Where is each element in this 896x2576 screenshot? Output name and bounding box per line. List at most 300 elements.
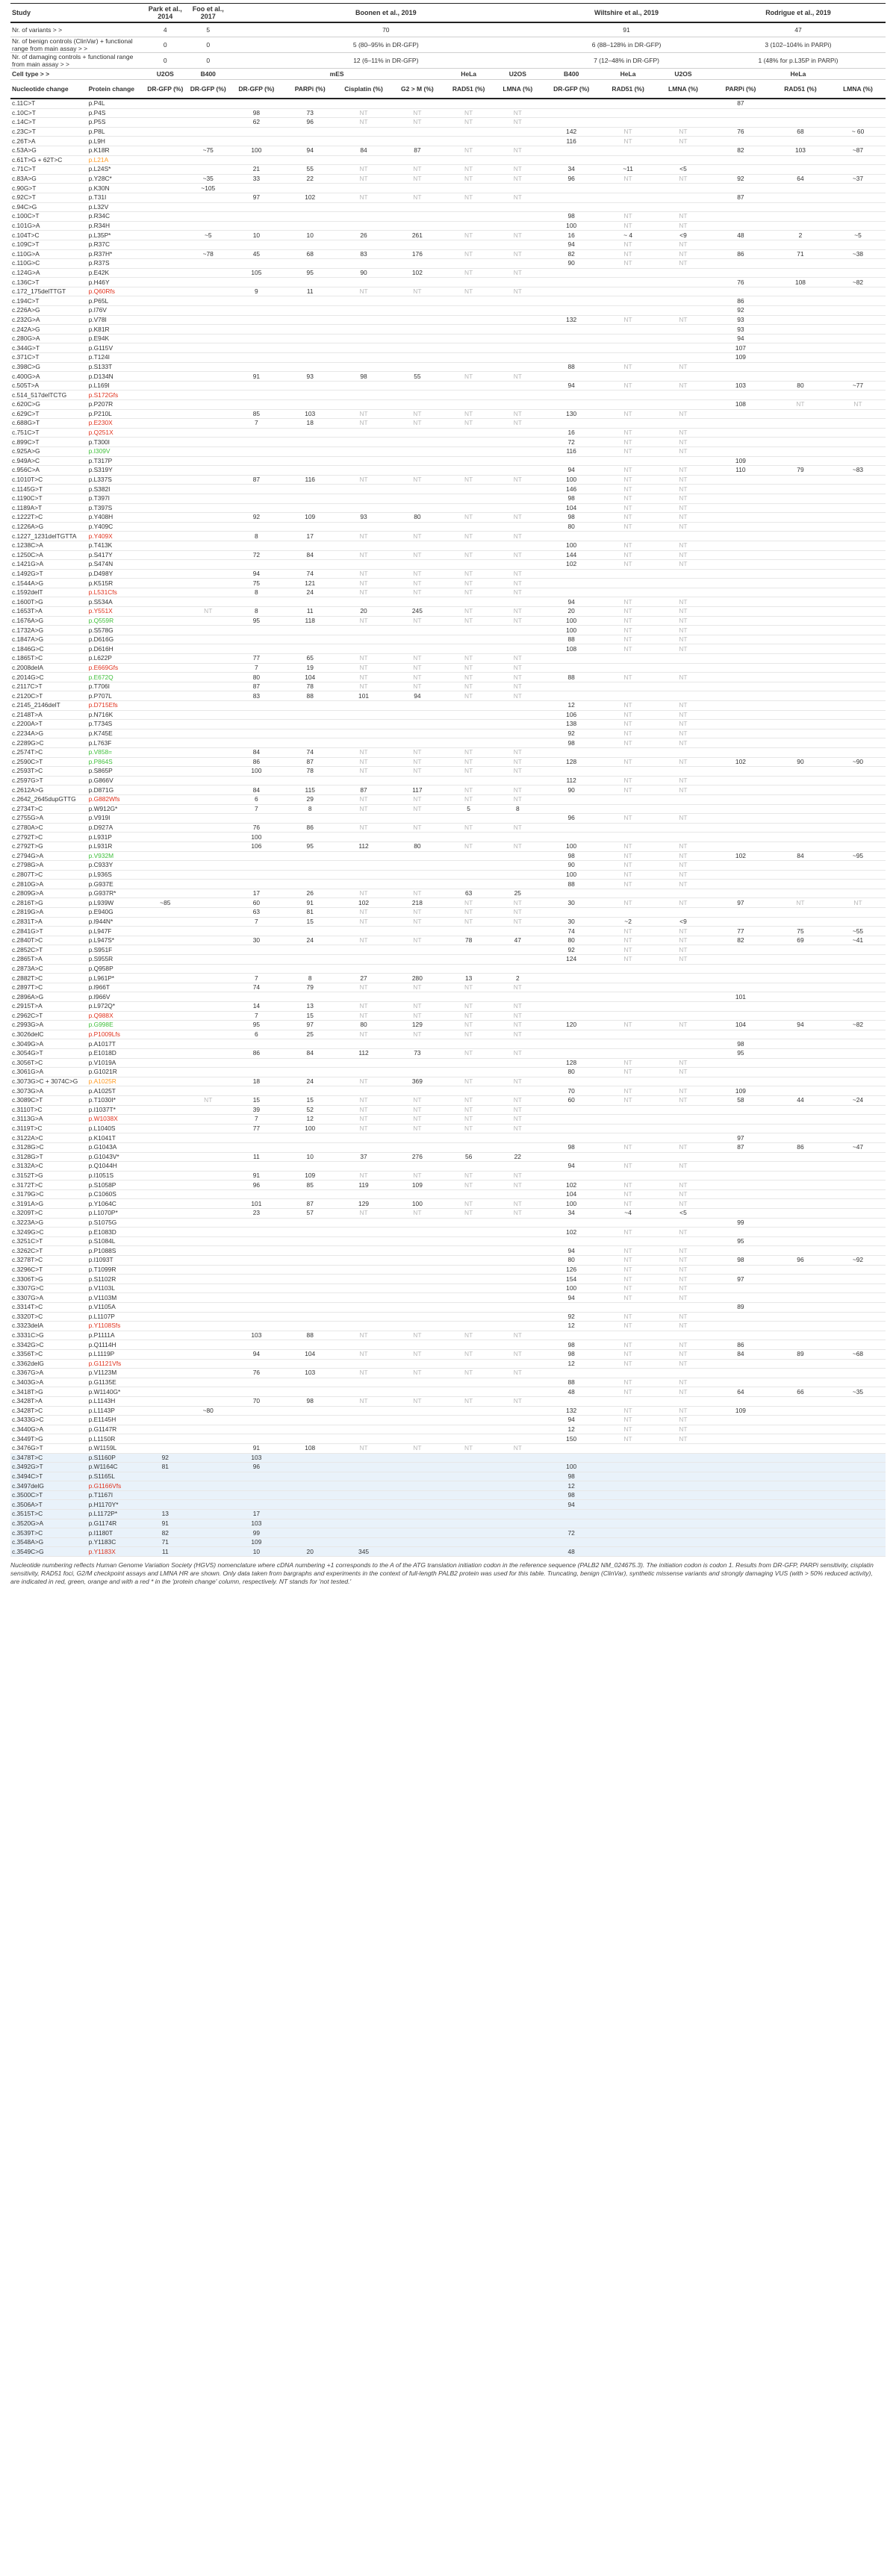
assay-value-cell	[493, 494, 542, 503]
assay-value-cell	[187, 1481, 229, 1491]
assay-column-header: LMNA (%)	[830, 80, 886, 99]
assay-value-cell	[391, 710, 444, 720]
assay-value-cell	[493, 1265, 542, 1275]
assay-value-cell: 98	[542, 1472, 600, 1481]
assay-value-cell	[711, 701, 771, 711]
assay-value-cell: 95	[711, 1236, 771, 1246]
assay-value-cell	[600, 1547, 656, 1557]
assay-value-cell	[337, 1340, 391, 1350]
assay-value-cell: NT	[391, 409, 444, 419]
assay-value-cell	[337, 738, 391, 748]
assay-value-cell	[493, 325, 542, 335]
assay-value-cell	[283, 720, 337, 729]
assay-value-cell	[187, 1209, 229, 1219]
assay-value-cell: 100	[283, 1124, 337, 1133]
assay-value-cell	[187, 560, 229, 570]
assay-value-cell: 80	[771, 381, 830, 391]
protein-change-cell: p.L622P	[87, 654, 144, 664]
table-row	[10, 616, 886, 626]
assay-value-cell	[187, 1236, 229, 1246]
assay-value-cell: NT	[391, 1105, 444, 1115]
assay-value-cell	[187, 1199, 229, 1209]
assay-value-cell: NT	[656, 1312, 711, 1322]
assay-value-cell	[711, 362, 771, 372]
assay-value-cell	[337, 1284, 391, 1293]
assay-value-cell	[656, 296, 711, 306]
protein-change-cell: p.R34H	[87, 221, 144, 231]
assay-value-cell	[771, 964, 830, 974]
assay-value-cell	[144, 1293, 187, 1303]
assay-value-cell	[656, 1537, 711, 1547]
assay-value-cell: 107	[711, 343, 771, 353]
assay-value-cell	[391, 1528, 444, 1538]
assay-value-cell	[771, 1369, 830, 1378]
assay-value-cell: 8	[229, 588, 283, 597]
table-row	[10, 814, 886, 824]
protein-change-cell: p.W1159L	[87, 1443, 144, 1453]
assay-value-cell	[144, 127, 187, 137]
assay-value-cell	[600, 532, 656, 541]
protein-change-cell: p.D616G	[87, 635, 144, 644]
assay-value-cell: 55	[283, 165, 337, 175]
assay-value-cell	[187, 466, 229, 476]
assay-value-cell: NT	[493, 108, 542, 118]
protein-change-cell: p.Q559R	[87, 616, 144, 626]
assay-value-cell: NT	[600, 1312, 656, 1322]
assay-value-cell	[283, 1434, 337, 1444]
assay-value-cell: 47	[493, 936, 542, 945]
assay-value-cell	[229, 1284, 283, 1293]
assay-value-cell	[144, 663, 187, 673]
assay-value-cell	[337, 1406, 391, 1416]
assay-value-cell	[830, 1519, 886, 1528]
assay-value-cell	[830, 738, 886, 748]
table-row	[10, 1095, 886, 1105]
assay-value-cell: 12	[542, 701, 600, 711]
assay-value-cell	[711, 889, 771, 898]
column-header-row	[10, 80, 886, 99]
assay-value-cell: 17	[229, 1510, 283, 1519]
assay-value-cell: NT	[493, 682, 542, 691]
protein-change-cell: p.L1150R	[87, 1434, 144, 1444]
assay-value-cell	[283, 456, 337, 466]
protein-change-cell: p.C933Y	[87, 861, 144, 871]
assay-value-cell	[337, 447, 391, 456]
assay-value-cell: NT	[656, 1340, 711, 1350]
assay-value-cell	[229, 1303, 283, 1313]
assay-value-cell	[444, 1189, 494, 1199]
assay-value-cell	[542, 767, 600, 777]
assay-value-cell	[656, 1030, 711, 1039]
protein-change-cell: p.I309V	[87, 447, 144, 456]
assay-value-cell	[711, 212, 771, 222]
assay-value-cell	[187, 1171, 229, 1180]
assay-value-cell: 8	[229, 607, 283, 617]
assay-value-cell	[711, 1322, 771, 1331]
assay-value-cell	[144, 202, 187, 212]
table-row	[10, 1434, 886, 1444]
assay-value-cell: 110	[711, 466, 771, 476]
assay-value-cell	[771, 597, 830, 607]
table-row	[10, 174, 886, 184]
protein-change-cell: p.S1102R	[87, 1275, 144, 1284]
assay-value-cell	[711, 447, 771, 456]
assay-value-cell	[337, 1490, 391, 1500]
nucleotide-change-cell: c.1865T>C	[10, 654, 87, 664]
assay-value-cell: 64	[711, 1387, 771, 1397]
assay-value-cell	[283, 597, 337, 607]
assay-value-cell	[493, 1275, 542, 1284]
assay-value-cell	[444, 1068, 494, 1077]
assay-value-cell	[771, 438, 830, 447]
assay-value-cell	[187, 541, 229, 550]
nucleotide-change-cell: c.925A>G	[10, 447, 87, 456]
meta-value: 70	[229, 22, 542, 37]
assay-value-cell	[187, 747, 229, 757]
assay-value-cell	[283, 644, 337, 654]
assay-value-cell	[144, 231, 187, 240]
assay-value-cell	[144, 861, 187, 871]
assay-value-cell	[600, 456, 656, 466]
assay-value-cell	[771, 738, 830, 748]
protein-change-cell: p.L1107P	[87, 1312, 144, 1322]
nucleotide-change-cell: c.2831T>A	[10, 917, 87, 927]
assay-value-cell: ~77	[830, 381, 886, 391]
assay-value-cell	[771, 1293, 830, 1303]
protein-change-cell: p.T397I	[87, 494, 144, 503]
assay-value-cell: NT	[656, 485, 711, 494]
assay-value-cell	[391, 1133, 444, 1143]
assay-value-cell: NT	[337, 1011, 391, 1021]
assay-value-cell	[187, 776, 229, 785]
assay-value-cell	[830, 306, 886, 316]
assay-value-cell	[771, 108, 830, 118]
assay-value-cell	[771, 1048, 830, 1058]
assay-value-cell	[656, 1002, 711, 1012]
assay-value-cell: 10	[283, 1152, 337, 1162]
assay-value-cell	[542, 1002, 600, 1012]
assay-value-cell	[229, 391, 283, 400]
table-row	[10, 428, 886, 438]
assay-value-cell: NT	[600, 522, 656, 532]
assay-value-cell: NT	[337, 682, 391, 691]
assay-value-cell: 19	[283, 663, 337, 673]
assay-value-cell	[542, 964, 600, 974]
assay-value-cell	[229, 221, 283, 231]
assay-value-cell: NT	[493, 118, 542, 128]
assay-value-cell: 130	[542, 409, 600, 419]
assay-value-cell	[187, 635, 229, 644]
assay-value-cell	[144, 456, 187, 466]
assay-value-cell	[830, 1528, 886, 1538]
assay-value-cell	[144, 776, 187, 785]
assay-value-cell	[283, 1058, 337, 1068]
table-row	[10, 1142, 886, 1152]
assay-value-cell	[187, 1218, 229, 1228]
table-row	[10, 917, 886, 927]
assay-value-cell: 74	[283, 747, 337, 757]
assay-value-cell	[444, 456, 494, 466]
assay-value-cell	[283, 1142, 337, 1152]
assay-value-cell	[391, 1519, 444, 1528]
assay-value-cell: 90	[542, 259, 600, 269]
protein-change-cell: p.S1058P	[87, 1180, 144, 1190]
assay-value-cell	[337, 1068, 391, 1077]
assay-value-cell	[229, 729, 283, 738]
table-row	[10, 974, 886, 983]
assay-value-cell	[771, 522, 830, 532]
assay-value-cell	[187, 447, 229, 456]
assay-value-cell	[711, 720, 771, 729]
assay-value-cell	[229, 1086, 283, 1096]
assay-value-cell	[830, 747, 886, 757]
assay-value-cell	[391, 1312, 444, 1322]
assay-value-cell	[391, 447, 444, 456]
protein-change-cell: p.D715Efs	[87, 701, 144, 711]
assay-value-cell: NT	[391, 908, 444, 918]
assay-value-cell	[283, 1406, 337, 1416]
assay-value-cell	[337, 343, 391, 353]
assay-value-cell	[187, 616, 229, 626]
assay-value-cell: NT	[656, 522, 711, 532]
assay-value-cell	[229, 1058, 283, 1068]
assay-value-cell: NT	[391, 1396, 444, 1406]
assay-value-cell	[542, 823, 600, 833]
assay-value-cell: NT	[391, 757, 444, 767]
assay-value-cell	[391, 776, 444, 785]
assay-value-cell	[144, 1387, 187, 1397]
assay-value-cell	[283, 1500, 337, 1510]
assay-value-cell	[283, 1519, 337, 1528]
assay-value-cell	[600, 287, 656, 296]
assay-value-cell: 88	[542, 673, 600, 682]
assay-value-cell	[771, 1547, 830, 1557]
assay-value-cell	[444, 306, 494, 316]
assay-value-cell	[229, 212, 283, 222]
assay-value-cell	[337, 1472, 391, 1481]
nucleotide-change-cell: c.100C>T	[10, 212, 87, 222]
assay-value-cell: ~24	[830, 1095, 886, 1105]
assay-value-cell: NT	[600, 1246, 656, 1256]
assay-value-cell: NT	[493, 917, 542, 927]
assay-value-cell	[187, 118, 229, 128]
assay-value-cell	[542, 1218, 600, 1228]
assay-value-cell: NT	[600, 1359, 656, 1369]
assay-value-cell	[229, 127, 283, 137]
assay-value-cell	[656, 983, 711, 992]
assay-value-cell	[444, 1086, 494, 1096]
assay-value-cell	[771, 974, 830, 983]
assay-value-cell: ~55	[830, 927, 886, 936]
assay-value-cell: NT	[656, 1162, 711, 1172]
assay-value-cell	[830, 701, 886, 711]
assay-value-cell	[711, 569, 771, 579]
assay-value-cell	[283, 1490, 337, 1500]
assay-value-cell	[493, 1246, 542, 1256]
assay-value-cell	[144, 1105, 187, 1115]
assay-value-cell	[144, 419, 187, 429]
assay-value-cell: 15	[229, 1095, 283, 1105]
protein-change-cell: p.P4S	[87, 108, 144, 118]
assay-value-cell	[493, 1340, 542, 1350]
assay-value-cell: 100	[229, 146, 283, 155]
protein-change-cell: p.T124I	[87, 353, 144, 363]
assay-value-cell	[391, 927, 444, 936]
assay-value-cell	[391, 597, 444, 607]
assay-value-cell	[600, 155, 656, 165]
assay-value-cell	[771, 1359, 830, 1369]
assay-value-cell	[187, 917, 229, 927]
assay-value-cell	[144, 955, 187, 965]
assay-value-cell	[229, 1500, 283, 1510]
assay-value-cell	[830, 917, 886, 927]
protein-change-cell: p.E230X	[87, 419, 144, 429]
assay-value-cell	[656, 118, 711, 128]
assay-value-cell: NT	[337, 1030, 391, 1039]
assay-value-cell	[144, 438, 187, 447]
assay-value-cell	[830, 992, 886, 1002]
assay-value-cell	[771, 794, 830, 804]
assay-value-cell	[444, 1463, 494, 1472]
assay-value-cell: NT	[391, 1171, 444, 1180]
assay-value-cell: NT	[600, 212, 656, 222]
assay-value-cell	[771, 155, 830, 165]
assay-value-cell	[711, 682, 771, 691]
assay-value-cell	[542, 992, 600, 1002]
assay-value-cell	[600, 278, 656, 287]
assay-value-cell	[229, 343, 283, 353]
assay-value-cell: NT	[656, 673, 711, 682]
assay-value-cell	[656, 1481, 711, 1491]
assay-value-cell: ~5	[187, 231, 229, 240]
assay-value-cell	[391, 955, 444, 965]
assay-value-cell	[830, 456, 886, 466]
assay-value-cell: 101	[229, 1199, 283, 1209]
assay-value-cell: 98	[542, 851, 600, 861]
table-row	[10, 419, 886, 429]
assay-value-cell	[187, 936, 229, 945]
table-row	[10, 1284, 886, 1293]
assay-value-cell	[187, 1275, 229, 1284]
protein-change-cell: p.Q1044H	[87, 1162, 144, 1172]
assay-column-header: PARPi (%)	[283, 80, 337, 99]
assay-value-cell: 109	[391, 1180, 444, 1190]
assay-value-cell	[283, 334, 337, 343]
assay-value-cell: NT	[656, 776, 711, 785]
assay-value-cell	[600, 1039, 656, 1049]
protein-change-cell: p.D871G	[87, 785, 144, 795]
table-row	[10, 936, 886, 945]
assay-value-cell: 102	[711, 757, 771, 767]
protein-change-cell: p.L947S*	[87, 936, 144, 945]
assay-value-cell	[144, 193, 187, 202]
assay-value-cell	[391, 99, 444, 108]
assay-value-cell: <9	[656, 917, 711, 927]
assay-value-cell: 97	[229, 193, 283, 202]
assay-value-cell	[391, 541, 444, 550]
assay-value-cell	[144, 597, 187, 607]
nucleotide-change-cell: c.2117C>T	[10, 682, 87, 691]
assay-value-cell	[391, 1472, 444, 1481]
assay-value-cell	[830, 1048, 886, 1058]
assay-value-cell	[656, 579, 711, 588]
assay-value-cell	[283, 870, 337, 880]
table-row	[10, 898, 886, 908]
assay-value-cell: 80	[542, 522, 600, 532]
protein-change-cell: p.L35P*	[87, 231, 144, 240]
assay-value-cell: 86	[711, 296, 771, 306]
assay-value-cell: 71	[771, 249, 830, 259]
assay-value-cell	[144, 1199, 187, 1209]
assay-value-cell: NT	[656, 541, 711, 550]
assay-value-cell: NT	[600, 240, 656, 249]
assay-value-cell	[229, 1434, 283, 1444]
assay-value-cell	[337, 1425, 391, 1434]
assay-value-cell	[493, 1086, 542, 1096]
assay-value-cell	[283, 738, 337, 748]
assay-value-cell	[444, 1519, 494, 1528]
nucleotide-change-cell: c.1238C>A	[10, 541, 87, 550]
assay-value-cell	[144, 729, 187, 738]
assay-value-cell	[656, 353, 711, 363]
assay-value-cell	[542, 99, 600, 108]
assay-value-cell: ~68	[830, 1349, 886, 1359]
assay-value-cell	[493, 1189, 542, 1199]
assay-value-cell	[187, 127, 229, 137]
table-row	[10, 644, 886, 654]
assay-value-cell	[711, 644, 771, 654]
assay-value-cell	[444, 1537, 494, 1547]
assay-value-cell	[144, 626, 187, 635]
assay-value-cell	[711, 870, 771, 880]
assay-value-cell	[187, 1002, 229, 1012]
assay-value-cell	[493, 955, 542, 965]
assay-value-cell	[830, 1537, 886, 1547]
assay-value-cell	[830, 1152, 886, 1162]
assay-value-cell	[711, 861, 771, 871]
assay-value-cell: 108	[542, 644, 600, 654]
assay-value-cell	[600, 1011, 656, 1021]
study-park: Park et al., 2014	[144, 4, 187, 23]
nucleotide-change-cell: c.124G>A	[10, 268, 87, 278]
protein-change-cell: p.P1111A	[87, 1331, 144, 1340]
assay-value-cell	[711, 137, 771, 146]
assay-value-cell	[229, 560, 283, 570]
assay-value-cell: 109	[711, 1086, 771, 1096]
assay-value-cell	[144, 296, 187, 306]
assay-value-cell: NT	[391, 747, 444, 757]
assay-value-cell	[711, 1472, 771, 1481]
assay-value-cell	[830, 1171, 886, 1180]
assay-value-cell: 109	[283, 513, 337, 523]
assay-value-cell	[283, 221, 337, 231]
assay-value-cell	[337, 485, 391, 494]
protein-change-cell: p.V1103L	[87, 1284, 144, 1293]
assay-value-cell	[391, 221, 444, 231]
assay-value-cell	[187, 193, 229, 202]
assay-value-cell	[771, 1068, 830, 1077]
assay-value-cell	[444, 1284, 494, 1293]
table-row	[10, 1209, 886, 1219]
assay-value-cell	[493, 466, 542, 476]
assay-value-cell: NT	[337, 1077, 391, 1086]
assay-value-cell	[187, 927, 229, 936]
assay-value-cell	[144, 306, 187, 316]
assay-value-cell	[600, 804, 656, 814]
assay-value-cell	[283, 1481, 337, 1491]
assay-value-cell: 60	[229, 898, 283, 908]
assay-value-cell	[391, 1425, 444, 1434]
